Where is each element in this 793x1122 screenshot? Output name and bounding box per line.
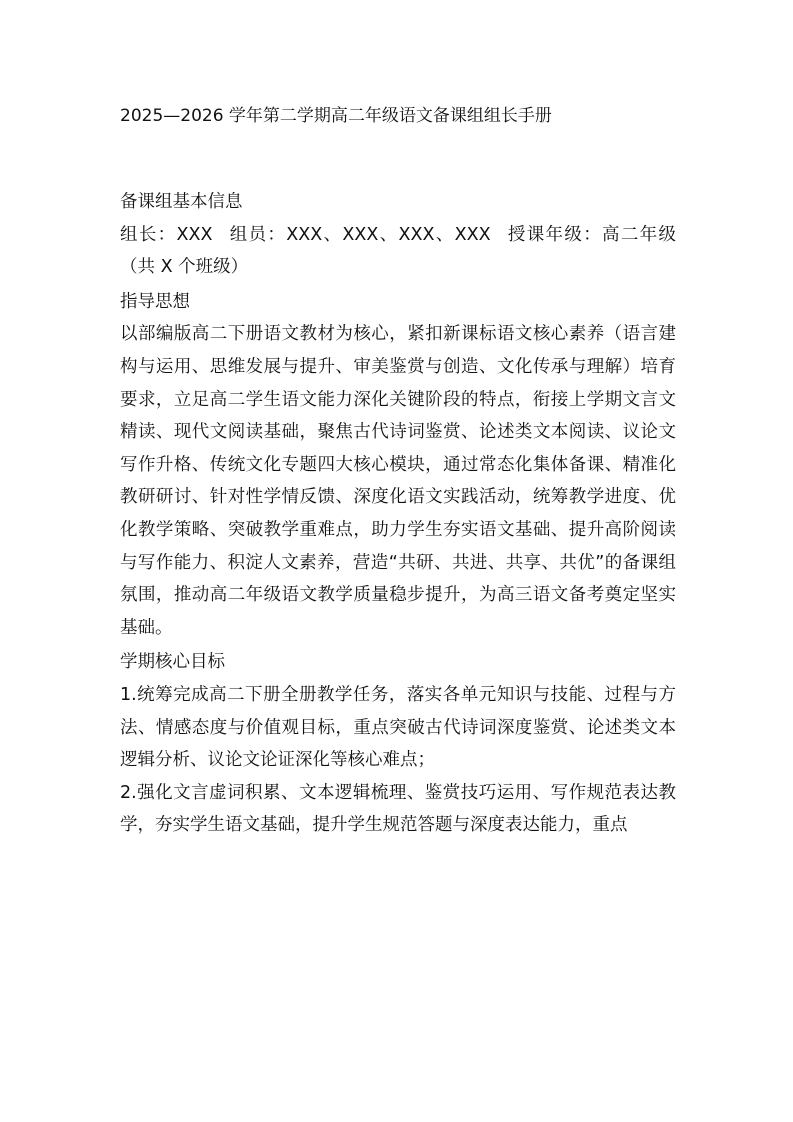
leader-info: 组长：XXX <box>120 224 213 245</box>
basic-info-heading: 备课组基本信息 <box>120 192 243 212</box>
document-title: 2025—2026 学年第二学期高二年级语文备课组组长手册 <box>120 106 552 126</box>
core-goals-heading: 学期核心目标 <box>120 652 225 673</box>
guiding-ideas-body: 以部编版高二下册语文教材为核心，紧扣新课标语文核心素养（语言建构与运用、思维发展与提升、审美鉴赏与创造、文化传承与理解）培育要求，立足高二学生语文能力深化关键阶段的特点，衔接上学期文言文精读、现代文阅读基础，聚焦古代诗词鉴赏、论述类文本阅读、议论文写作升格、传统文化专题四大核心模块，通过常态化集体备课、精准化教研研讨、针对性学情反馈、深度化语文实践活动，统筹教学进度、优化教学策略、突破教学重难点，助力学生夯实语文基础、提升高阶阅读与写作能力、积淀人文素养，营造“共研、共进、共享、共优”的备课组氛围，推动高二年级语文教学质量稳步提升，为高三语文备考奠定坚实基础。 <box>120 324 676 638</box>
core-goal-item: 1.统筹完成高二下册全册教学任务，落实各单元知识与技能、过程与方法、情感态度与价值观目标，重点突破古代诗词深度鉴赏、论述类文本逻辑分析、议论文论证深化等核心难点； <box>120 684 676 771</box>
basic-info-line <box>120 219 676 284</box>
document-content <box>120 184 676 842</box>
guiding-ideas-heading: 指导思想 <box>120 291 190 312</box>
core-goal-item: 2.强化文言虚词积累、文本逻辑梳理、鉴赏技巧运用、写作规范表达教学，夯实学生语文基础，提升学生规范答题与深度表达能力，重点 <box>120 782 676 836</box>
grade-info: 授课年级：高二年级（共 X 个班级） <box>120 224 677 278</box>
members-info: 组员：XXX、XXX、XXX、XXX <box>228 224 491 245</box>
